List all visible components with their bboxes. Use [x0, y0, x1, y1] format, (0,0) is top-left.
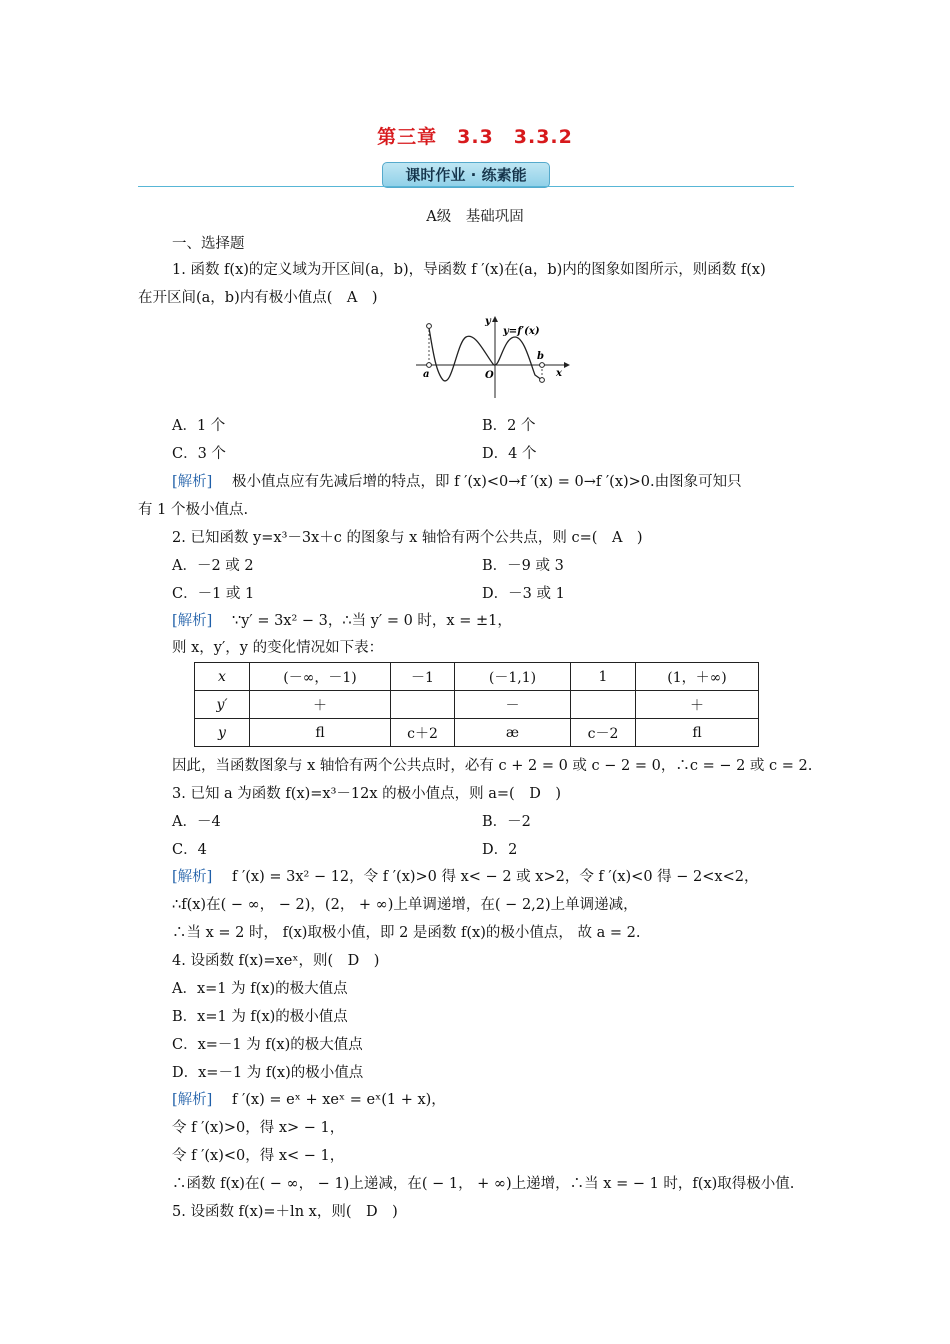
- curve-label: y=f′(x): [503, 326, 540, 337]
- q4-option-b: B．x=1 为 f(x)的极小值点: [172, 1009, 348, 1025]
- header-divider: [138, 186, 794, 187]
- q4-option-c: C．x=－1 为 f(x)的极大值点: [172, 1037, 363, 1053]
- table-cell: x: [195, 663, 250, 691]
- level-heading: A级 基础巩固: [426, 209, 524, 225]
- q2-stem: 2. 已知函数 y=x³－3x＋c 的图象与 x 轴恰有两个公共点，则 c=( A ): [172, 530, 643, 546]
- table-cell: ﬂ: [636, 719, 759, 747]
- q4-analysis-line3: 令 f ′(x)<0，得 x< − 1，: [172, 1148, 345, 1164]
- q3-analysis-tag: [解析]: [172, 869, 213, 885]
- endpoint-a-circle: [427, 324, 432, 329]
- q3-option-b: B．－2: [482, 814, 531, 830]
- q1-option-b: B．2 个: [482, 418, 536, 434]
- q1-stem-line2: 在开区间(a，b)内有极小值点( A ): [138, 290, 378, 306]
- page-title: 第三章 3.3 3.3.2: [377, 126, 573, 148]
- table-cell: (－∞，－1): [250, 663, 391, 691]
- q2-option-c: C．－1 或 1: [172, 586, 255, 602]
- q3-option-d: D．2: [482, 842, 518, 858]
- q3-option-c: C．4: [172, 842, 207, 858]
- q2-option-b: B．－9 或 3: [482, 558, 564, 574]
- q1-analysis-line2: 有 1 个极小值点.: [138, 502, 249, 518]
- q2-conclusion: 因此，当函数图象与 x 轴恰有两个公共点时，必有 c + 2 = 0 或 c − 2 = 0，∴c = − 2 或 c = 2.: [172, 758, 813, 774]
- table-cell: [391, 691, 455, 719]
- q1-derivative-graph: [412, 312, 572, 402]
- y-axis-arrow: [492, 316, 498, 322]
- q3-analysis-line2: ∴f(x)在( − ∞， − 2)，(2， + ∞)上单调递增，在( − 2,2)上单调递减，: [172, 897, 638, 913]
- q1-option-d: D．4 个: [482, 446, 537, 462]
- table-cell: c－2: [571, 719, 636, 747]
- table-cell: ﬂ: [250, 719, 391, 747]
- endpoint-b-circle: [540, 378, 545, 383]
- x-label: x: [556, 368, 562, 379]
- q3-analysis-line3: ∴当 x = 2 时， f(x)取极小值，即 2 是函数 f(x)的极小值点， 故 a = 2.: [172, 925, 641, 941]
- table-cell: 1: [571, 663, 636, 691]
- table-cell: ＋: [636, 691, 759, 719]
- q1-analysis-line1: 极小值点应有先减后增的特点，即 f ′(x)<0→f ′(x) = 0→f ′(x)>0.由图象可知只: [232, 474, 742, 490]
- a-axis-circle: [427, 363, 432, 368]
- x-axis-arrow: [564, 362, 570, 368]
- q4-stem: 4. 设函数 f(x)=xeˣ，则( D ): [172, 953, 380, 969]
- q3-stem: 3. 已知 a 为函数 f(x)=x³－12x 的极小值点，则 a=( D ): [172, 786, 561, 802]
- table-cell: [571, 691, 636, 719]
- q2-option-d: D．－3 或 1: [482, 586, 565, 602]
- table-cell: ＋: [250, 691, 391, 719]
- q4-analysis-tag: [解析]: [172, 1092, 213, 1108]
- table-cell: y: [195, 719, 250, 747]
- q4-option-d: D．x=－1 为 f(x)的极小值点: [172, 1065, 364, 1081]
- table-row: [195, 691, 759, 719]
- table-row: [195, 719, 759, 747]
- b-label: b: [537, 351, 544, 362]
- q4-option-a: A．x=1 为 f(x)的极大值点: [172, 981, 348, 997]
- table-cell: －1: [391, 663, 455, 691]
- table-cell: æ: [455, 719, 571, 747]
- q2-analysis-line2: 则 x，y′，y 的变化情况如下表：: [172, 640, 384, 656]
- table-row: [195, 663, 759, 691]
- q1-stem-line1: 1. 函数 f(x)的定义域为开区间(a，b)，导函数 f ′(x)在(a，b)内的图象如图所示，则函数 f(x): [172, 262, 766, 278]
- section-heading: 一、选择题: [172, 236, 245, 252]
- q2-analysis-line1: ∵y′ = 3x² − 3，∴当 y′ = 0 时，x = ±1，: [232, 613, 512, 629]
- q4-analysis-line1: f ′(x) = eˣ + xeˣ = eˣ(1 + x)，: [232, 1092, 446, 1108]
- b-axis-circle: [540, 363, 545, 368]
- q1-option-a: A．1 个: [172, 418, 226, 434]
- q5-stem: 5. 设函数 f(x)=＋ln x，则( D ): [172, 1204, 398, 1220]
- q1-analysis-tag: [解析]: [172, 474, 213, 490]
- y-label: y: [485, 316, 491, 327]
- q2-option-a: A．－2 或 2: [172, 558, 254, 574]
- homework-banner: 课时作业 · 练素能: [382, 162, 550, 188]
- q4-analysis-line2: 令 f ′(x)>0，得 x> − 1，: [172, 1120, 345, 1136]
- table-cell: －: [455, 691, 571, 719]
- variation-table: [194, 662, 759, 747]
- q4-analysis-line4: ∴函数 f(x)在( − ∞， − 1)上递减，在( − 1， + ∞)上递增，∴当 x = − 1 时，f(x)取得极小值.: [172, 1176, 795, 1192]
- a-label: a: [423, 369, 430, 380]
- q1-option-c: C．3 个: [172, 446, 226, 462]
- table-cell: (1，＋∞): [636, 663, 759, 691]
- q3-option-a: A．－4: [172, 814, 221, 830]
- origin-label: O: [485, 370, 494, 381]
- table-cell: (－1,1): [455, 663, 571, 691]
- q3-analysis-line1: f ′(x) = 3x² − 12，令 f ′(x)>0 得 x< − 2 或 x>2，令 f ′(x)<0 得 − 2<x<2，: [232, 869, 759, 885]
- table-cell: y′: [195, 691, 250, 719]
- table-cell: c＋2: [391, 719, 455, 747]
- q2-analysis-tag: [解析]: [172, 613, 213, 629]
